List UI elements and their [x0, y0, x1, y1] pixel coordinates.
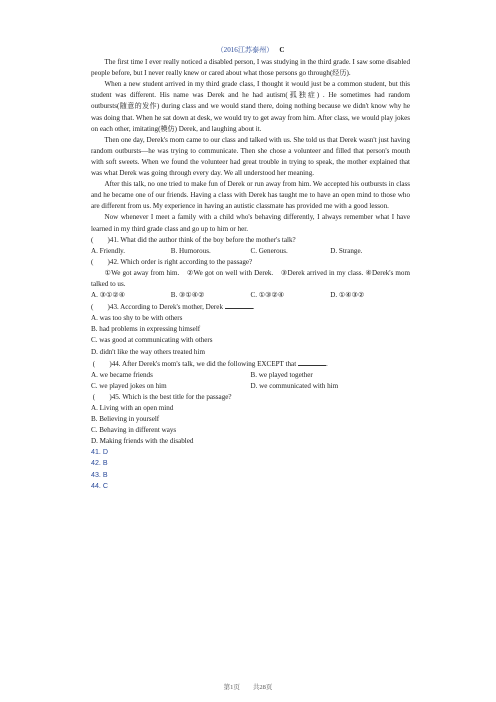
paragraph-4: After this talk, no one tried to make fun of Derek or run away from him. We accepted his outbursts in class and he became one of our friends. Having a class with Derek has taught me to have an open mind to those who are different from us. My experience in having an autistic classmate has provided me with a good lesson. [91, 180, 410, 211]
options-row [91, 290, 410, 301]
passage-letter: C [279, 46, 285, 54]
option-c: C. we played jokes on him [91, 381, 167, 390]
question-stem: ( )44. After Derek's mom's talk, we did the following EXCEPT that . [92, 359, 328, 368]
options-row [91, 381, 410, 392]
question-43 [91, 301, 410, 357]
options-row [91, 370, 410, 381]
option-b: B. Humorous. [170, 246, 211, 255]
option-c: C. Generous. [250, 246, 288, 255]
option-b: B. Believing in yourself [91, 415, 160, 424]
question-45 [91, 392, 410, 447]
answer-44: 44. C [91, 481, 108, 490]
answer-42: 42. B [91, 459, 108, 468]
question-41 [91, 235, 410, 257]
question-stem: ( )45. Which is the best title for the passage? [92, 392, 232, 401]
option-d: D. Strange. [330, 246, 363, 255]
option-d: D. ①④③② [330, 291, 365, 300]
option-a: A. was too shy to be with others [91, 314, 183, 323]
option-a: A. ③①②④ [91, 291, 126, 300]
option-a: A. Friendly. [91, 246, 126, 255]
answer-41: 41. D [91, 448, 108, 457]
option-b: B. had problems in expressing himself [91, 325, 201, 334]
paragraph-5: Now whenever I meet a family with a child who's behaving differently, I always remember what I have learned in my third grade class and go up to him or her. [91, 213, 410, 233]
source-label: （2016江苏泰州） [216, 46, 274, 54]
document-content [91, 45, 410, 492]
event-list: ①We got away from him. ②We got on well with Derek. ③Derek arrived in my class. ④Derek's mom talked to us. [91, 268, 410, 288]
options-row [91, 246, 410, 257]
option-d: D. didn't like the way others treated him [91, 347, 205, 356]
answer-43: 43. B [91, 470, 108, 479]
question-stem: ( )41. What did the author think of the boy before the mother's talk? [91, 235, 296, 244]
option-c: C. was good at communicating with others [91, 336, 213, 345]
answer-blank [225, 301, 253, 309]
passage-heading [91, 45, 410, 56]
question-44 [91, 358, 410, 392]
option-a: A. we became friends [91, 370, 153, 379]
option-b: B. ③①④② [170, 291, 205, 300]
option-d: D. we communicated with him [250, 381, 339, 390]
paragraph-1: The first time I ever really noticed a disabled person, I was studying in the third grade. I saw some disabled people before, but I never really knew or cared about what those persons go through(经历). [91, 58, 410, 78]
paragraph-2: When a new student arrived in my third grade class, I thought it would just be a common student, but this student was different. His name was Derek and he had autism(孤独症) . He sometimes had random outbursts(随意的发作) during class and we would stand there, doing nothing because we didn't know why he was doing that. When he sat down at desk, we would try to get away from him. After class, we would play jokes on each other, imitating(模仿) Derek, and laughing about it. [91, 80, 410, 133]
option-c: C. Behaving in different ways [91, 426, 177, 435]
option-b: B. we played together [250, 370, 313, 379]
option-c: C. ①③②④ [250, 291, 285, 300]
question-stem: ( )42. Which order is right according to the passage? [91, 257, 253, 266]
page-footer: 第1页 共28页 [223, 684, 273, 691]
paragraph-3: Then one day, Derek's mom came to our class and talked with us. She told us that Derek wasn't just having random outbursts—he was trying to communicate. Then she chose a volunteer and filled that person's mouth with soft sweets. When we found the volunteer had great trouble in trying to speak, the mother explained that was what Derek was going through every day. We all understood her meaning. [91, 135, 410, 178]
option-a: A. Living with an open mind [91, 404, 174, 412]
option-d: D. Making friends with the disabled [91, 437, 194, 446]
answer-blank [298, 358, 326, 366]
question-stem: ( )43. According to Derek's mother, Derek . [91, 303, 255, 312]
question-42 [91, 257, 410, 301]
